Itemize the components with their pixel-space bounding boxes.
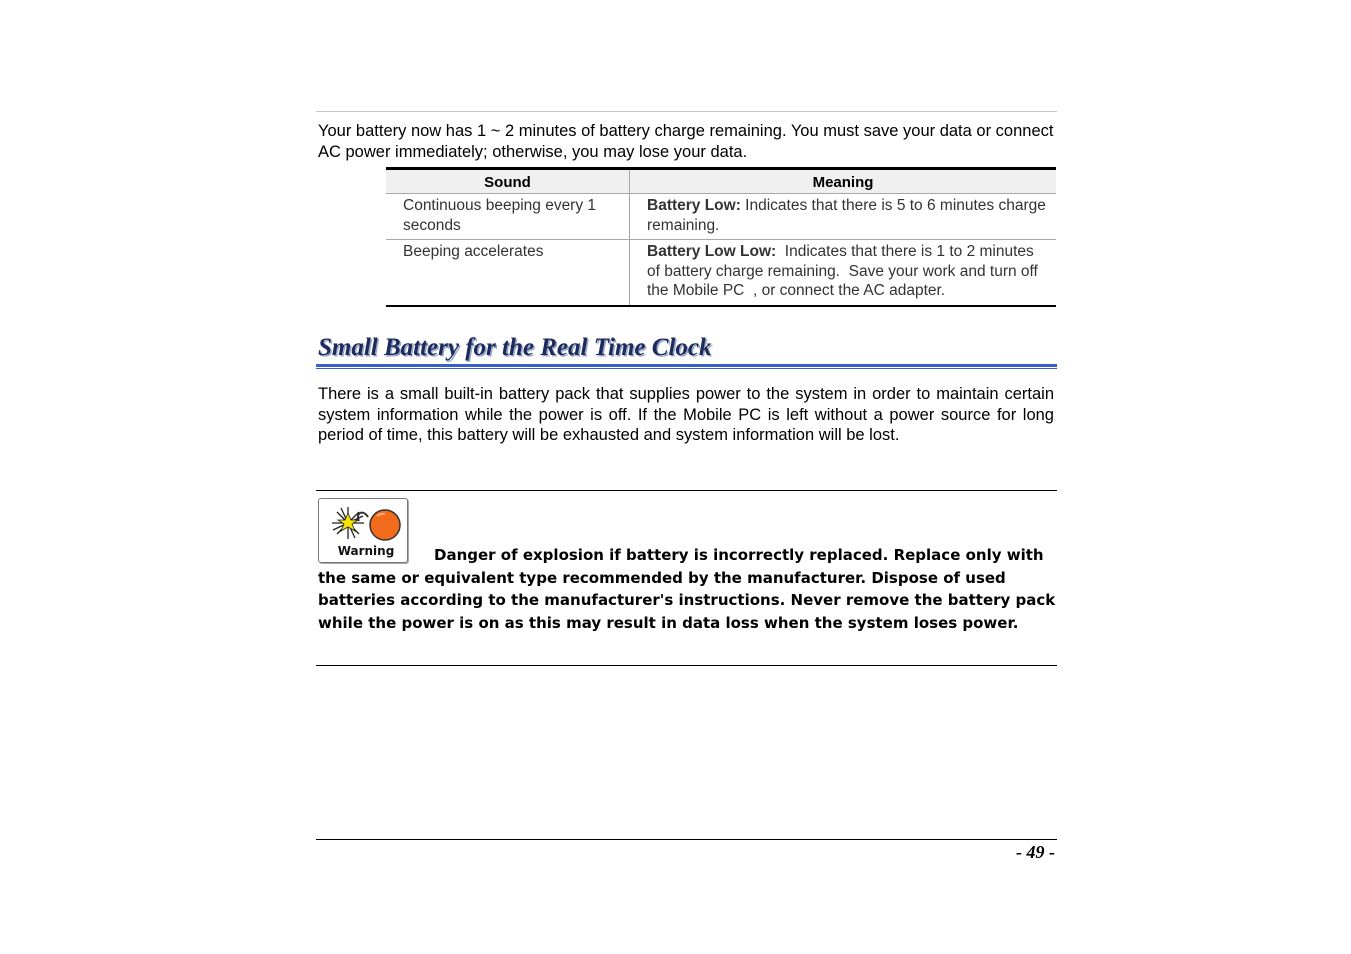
- table-row: [386, 194, 1056, 240]
- footer-rule: [316, 839, 1057, 840]
- sound-cell: Beeping accelerates: [386, 240, 630, 306]
- meaning-text: Indicates that there is 5 to 6 minutes charge remaining.: [647, 197, 1046, 234]
- warning-message: Danger of explosion if battery is incorrectly replaced. Replace only with the same or equivalent type recommended by the manufacturer. Dispose of used batteries according to the manufacturer's instructions. Never remove the battery pack while the power is on as this may result in data loss when the system loses power.: [318, 546, 1056, 632]
- meaning-cell: [630, 194, 1057, 240]
- section-body: There is a small built-in battery pack that supplies power to the system in order to maintain certain system information while the power is off. If the Mobile PC is left without a power source for long period of time, this battery will be exhausted and system information will be lost.: [318, 385, 1054, 444]
- warning-rule-top: [316, 490, 1057, 491]
- top-rule: [316, 111, 1057, 112]
- warning-rule-bottom: [316, 665, 1057, 666]
- battery-sound-table: [386, 167, 1056, 307]
- header-sound: Sound: [386, 169, 630, 194]
- heading-rule: [316, 368, 1057, 369]
- table-header-row: [386, 169, 1056, 194]
- meaning-term: Battery Low:: [647, 197, 741, 214]
- svg-text:Warning: Warning: [337, 544, 395, 558]
- meaning-cell: [630, 240, 1057, 306]
- sound-cell: Continuous beeping every 1 seconds: [386, 194, 630, 240]
- warning-text: [318, 544, 1056, 634]
- manual-page: [316, 0, 1057, 954]
- meaning-term: Battery Low Low:: [647, 243, 777, 260]
- page-number: - 49 -: [1016, 842, 1055, 862]
- meaning-text: Indicates that there is 1 to 2 minutes of battery charge remaining. Save your work and turn off the Mobile PC , or connect the AC adapter.: [647, 243, 1043, 299]
- header-meaning: Meaning: [630, 169, 1057, 194]
- section-heading: Small Battery for the Real Time Clock: [318, 334, 712, 361]
- intro-paragraph: Your battery now has 1 ~ 2 minutes of battery charge remaining. You must save your data or connect AC power immediately; otherwise, you may lose your data.: [318, 122, 1054, 161]
- heading-rule: [316, 364, 1057, 367]
- table-row: [386, 240, 1056, 306]
